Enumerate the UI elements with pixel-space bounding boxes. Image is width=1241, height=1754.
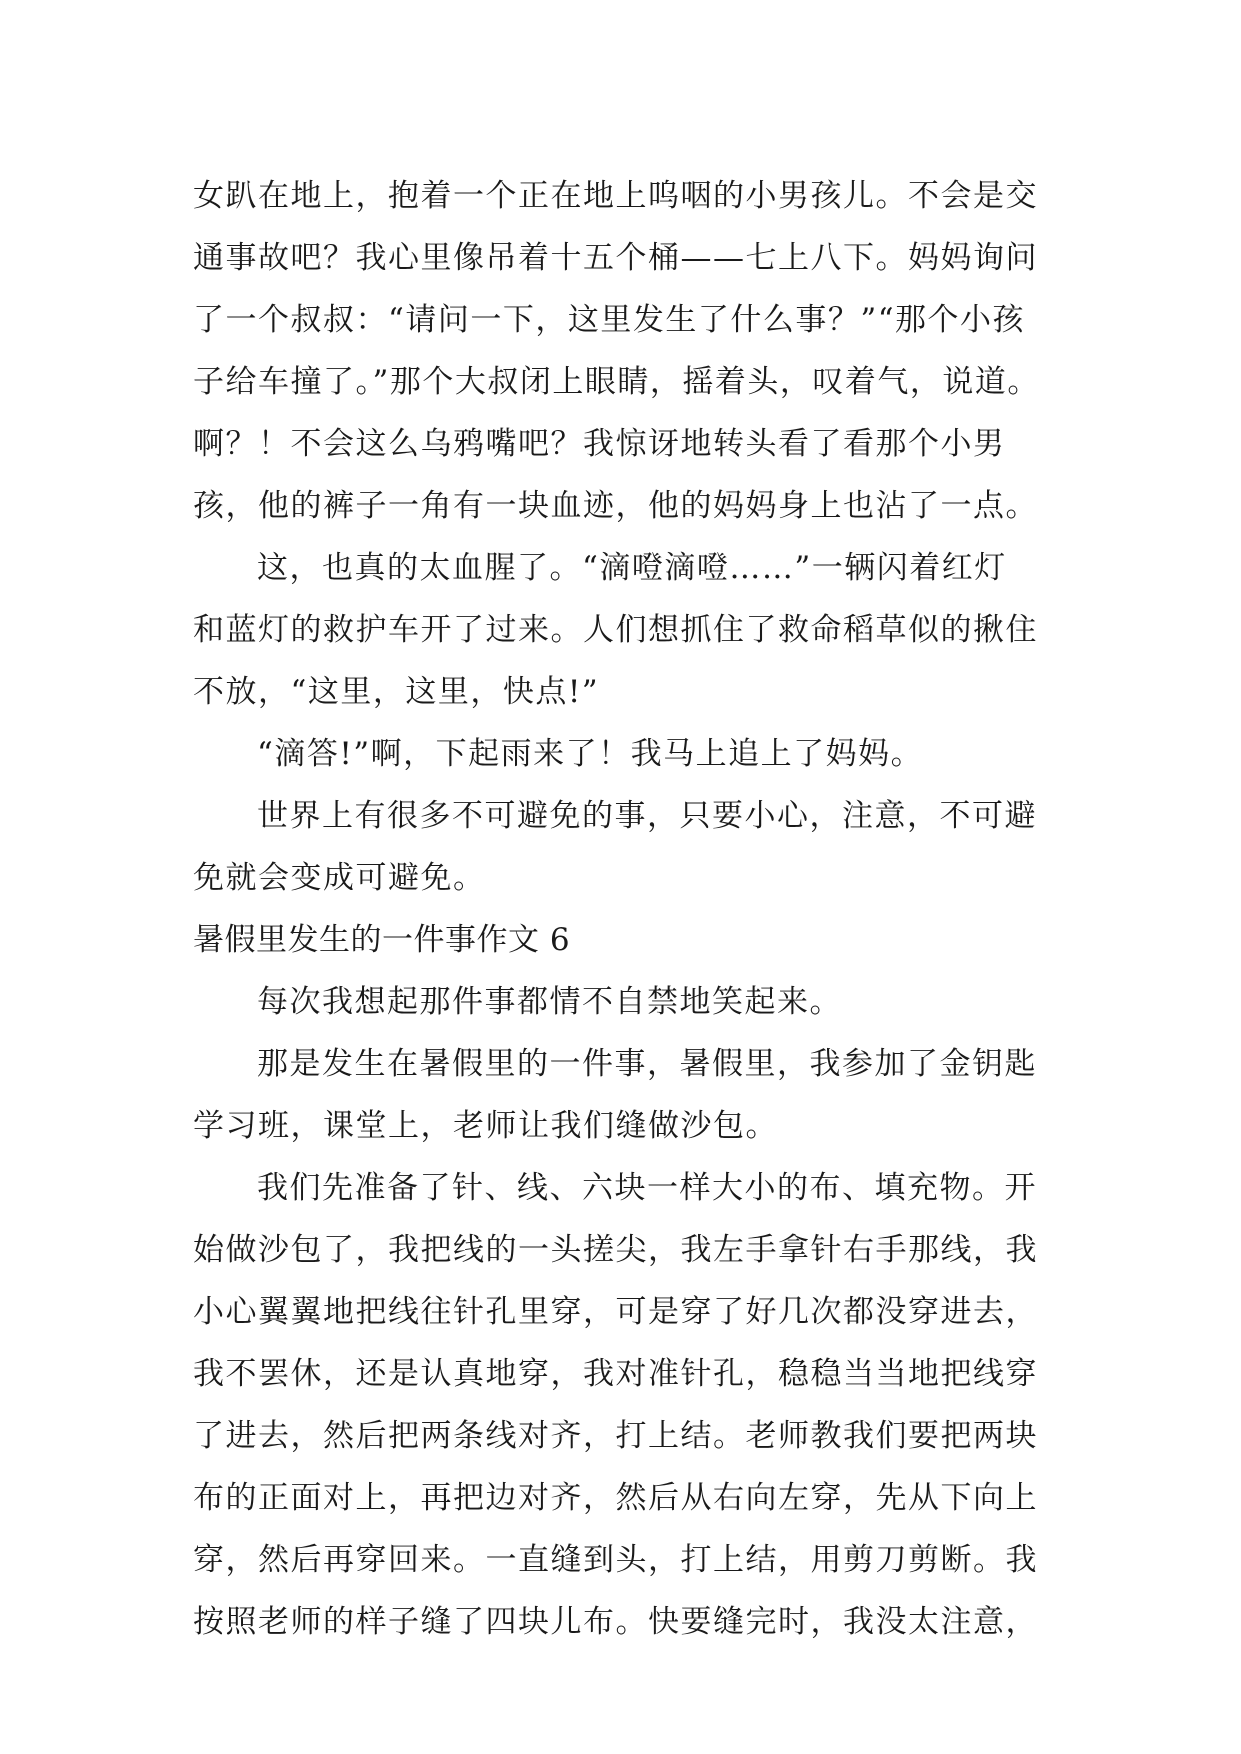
text-line: 通事故吧？我心里像吊着十五个桶——七上八下。妈妈询问 [193, 240, 1038, 276]
text-line: 每次我想起那件事都情不自禁地笑起来。 [257, 984, 842, 1020]
text-line: 布的正面对上，再把边对齐，然后从右向左穿，先从下向上 [193, 1480, 1038, 1516]
text-line: 孩，他的裤子一角有一块血迹，他的妈妈身上也沾了一点。 [193, 488, 1038, 524]
text-line: 那是发生在暑假里的一件事，暑假里，我参加了金钥匙 [257, 1046, 1037, 1082]
text-line: 女趴在地上，抱着一个正在地上呜咽的小男孩儿。不会是交 [193, 178, 1038, 214]
text-line: “滴答!”啊，下起雨来了！我马上追上了妈妈。 [257, 736, 924, 772]
section-heading: 暑假里发生的一件事作文 6 [193, 922, 571, 958]
text-line: 和蓝灯的救护车开了过来。人们想抓住了救命稻草似的揪住 [193, 612, 1038, 648]
text-line: 我不罢休，还是认真地穿，我对准针孔，稳稳当当地把线穿 [193, 1356, 1038, 1392]
text-line: 这，也真的太血腥了。“滴噔滴噔……”一辆闪着红灯 [257, 550, 1007, 586]
text-line: 按照老师的样子缝了四块儿布。快要缝完时，我没太注意， [193, 1604, 1038, 1640]
text-line: 不放，“这里，这里，快点!” [193, 674, 600, 710]
text-line: 世界上有很多不可避免的事，只要小心，注意，不可避 [257, 798, 1037, 834]
text-line: 了进去，然后把两条线对齐，打上结。老师教我们要把两块 [193, 1418, 1038, 1454]
text-line: 我们先准备了针、线、六块一样大小的布、填充物。开 [257, 1170, 1037, 1206]
text-line: 始做沙包了，我把线的一头搓尖，我左手拿针右手那线，我 [193, 1232, 1038, 1268]
text-line: 穿，然后再穿回来。一直缝到头，打上结，用剪刀剪断。我 [193, 1542, 1038, 1578]
document-body [193, 165, 1073, 1653]
text-line: 小心翼翼地把线往针孔里穿，可是穿了好几次都没穿进去， [193, 1294, 1038, 1330]
text-line: 免就会变成可避免。 [193, 860, 486, 896]
text-line: 学习班，课堂上，老师让我们缝做沙包。 [193, 1108, 778, 1144]
text-line: 啊？！不会这么乌鸦嘴吧？我惊讶地转头看了看那个小男 [193, 426, 1006, 462]
text-line: 了一个叔叔：“请问一下，这里发生了什么事？”“那个小孩 [193, 302, 1026, 338]
text-line: 子给车撞了。”那个大叔闭上眼睛，摇着头，叹着气，说道。 [193, 364, 1040, 400]
